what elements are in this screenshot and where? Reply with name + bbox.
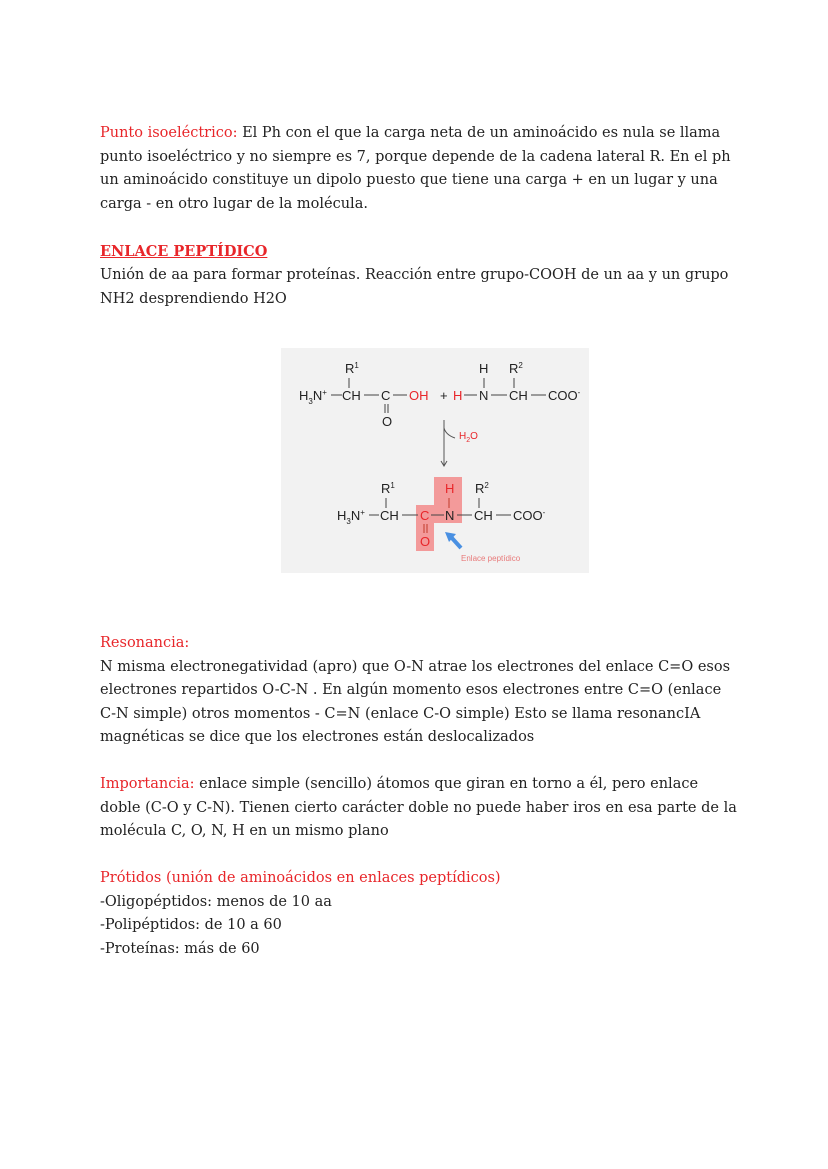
- c-bottom: C: [420, 508, 430, 523]
- protidos-title: Prótidos (unión de aminoácidos en enlaces peptídicos): [100, 870, 501, 886]
- o-bottom: O: [420, 534, 431, 549]
- document-body: [100, 122, 740, 311]
- o-top: O: [382, 414, 393, 429]
- importance-text: enlace simple (sencillo) átomos que giran en torno a él, pero enlace doble (C-O y C-N). Tienen cierto carácter doble no puede haber iros en esa parte de la molécula C, O, N, H en un mismo plano: [100, 776, 737, 839]
- h-red-top: H: [453, 388, 463, 403]
- isoelectric-text: El Ph con el que la carga neta de un aminoácido es nula se llama punto isoeléctrico y no siempre es 7, porque depende de la cadena lateral R. En el ph un aminoácido constituye un dipolo puesto que tiene una carga + en un lugar y una carga - en otro lugar de la molécula.: [100, 125, 731, 212]
- isoelectric-title: Punto isoeléctrico:: [100, 125, 238, 141]
- lower-sections: [100, 632, 740, 961]
- ch-top-1: CH: [342, 388, 361, 403]
- coo-top: COO-: [548, 388, 581, 403]
- peptide-text: Unión de aa para formar proteínas. Reacción entre grupo-COOH de un aa y un grupo NH2 desprendiendo H2O: [100, 267, 729, 307]
- r1-label: $R^1$: [345, 361, 359, 376]
- importance-paragraph: [100, 773, 740, 844]
- ch-top-2: CH: [509, 388, 528, 403]
- ch-bottom-2: CH: [474, 508, 493, 523]
- h2o-label: $H_2O$: [459, 431, 478, 444]
- resonance-text: N misma electronegatividad (apro) que O-N atrae los electrones del enlace C=O esos electrones repartidos O-C-N . En algún momento esos electrones entre C=O (enlace C-N simple) otros momentos - C=N (enlace C-O simple) Esto se llama resonancIA magnéticas se dice que los electrones están deslocalizados: [100, 658, 731, 745]
- ch-bottom-1: CH: [380, 508, 399, 523]
- h-top: H: [479, 361, 489, 376]
- r2-bottom: $R^2$: [475, 481, 489, 496]
- importance-title: Importancia:: [100, 776, 195, 792]
- isoelectric-paragraph: [100, 122, 740, 216]
- n-top: N: [479, 388, 489, 403]
- h3n-bottom: $H_3N^+$: [337, 508, 365, 526]
- coo-bottom: COO-: [513, 508, 546, 523]
- r1-bottom: $R^1$: [381, 481, 395, 496]
- r2-top: $R^2$: [509, 361, 523, 376]
- c-top: C: [381, 388, 391, 403]
- h3n-top: $H_3N^+$: [299, 388, 327, 406]
- peptide-bond-figure: [281, 348, 589, 573]
- bond-arrow-icon: [451, 537, 461, 548]
- list-item: -Polipéptidos: de 10 a 60: [100, 917, 282, 933]
- n-bottom: N: [445, 508, 455, 523]
- oh-top: OH: [409, 388, 429, 403]
- resonance-title: Resonancia:: [100, 635, 190, 651]
- list-item: -Oligopéptidos: menos de 10 aa: [100, 893, 332, 910]
- bond-label: Enlace peptídico: [461, 554, 521, 563]
- peptide-title: ENLACE PEPTÍDICO: [100, 242, 268, 260]
- list-item: -Proteínas: más de 60: [100, 940, 260, 957]
- plus-sign: +: [440, 388, 448, 403]
- h-bottom: H: [445, 481, 455, 496]
- peptide-bond-diagram: [281, 348, 589, 573]
- peptide-heading: [100, 240, 740, 265]
